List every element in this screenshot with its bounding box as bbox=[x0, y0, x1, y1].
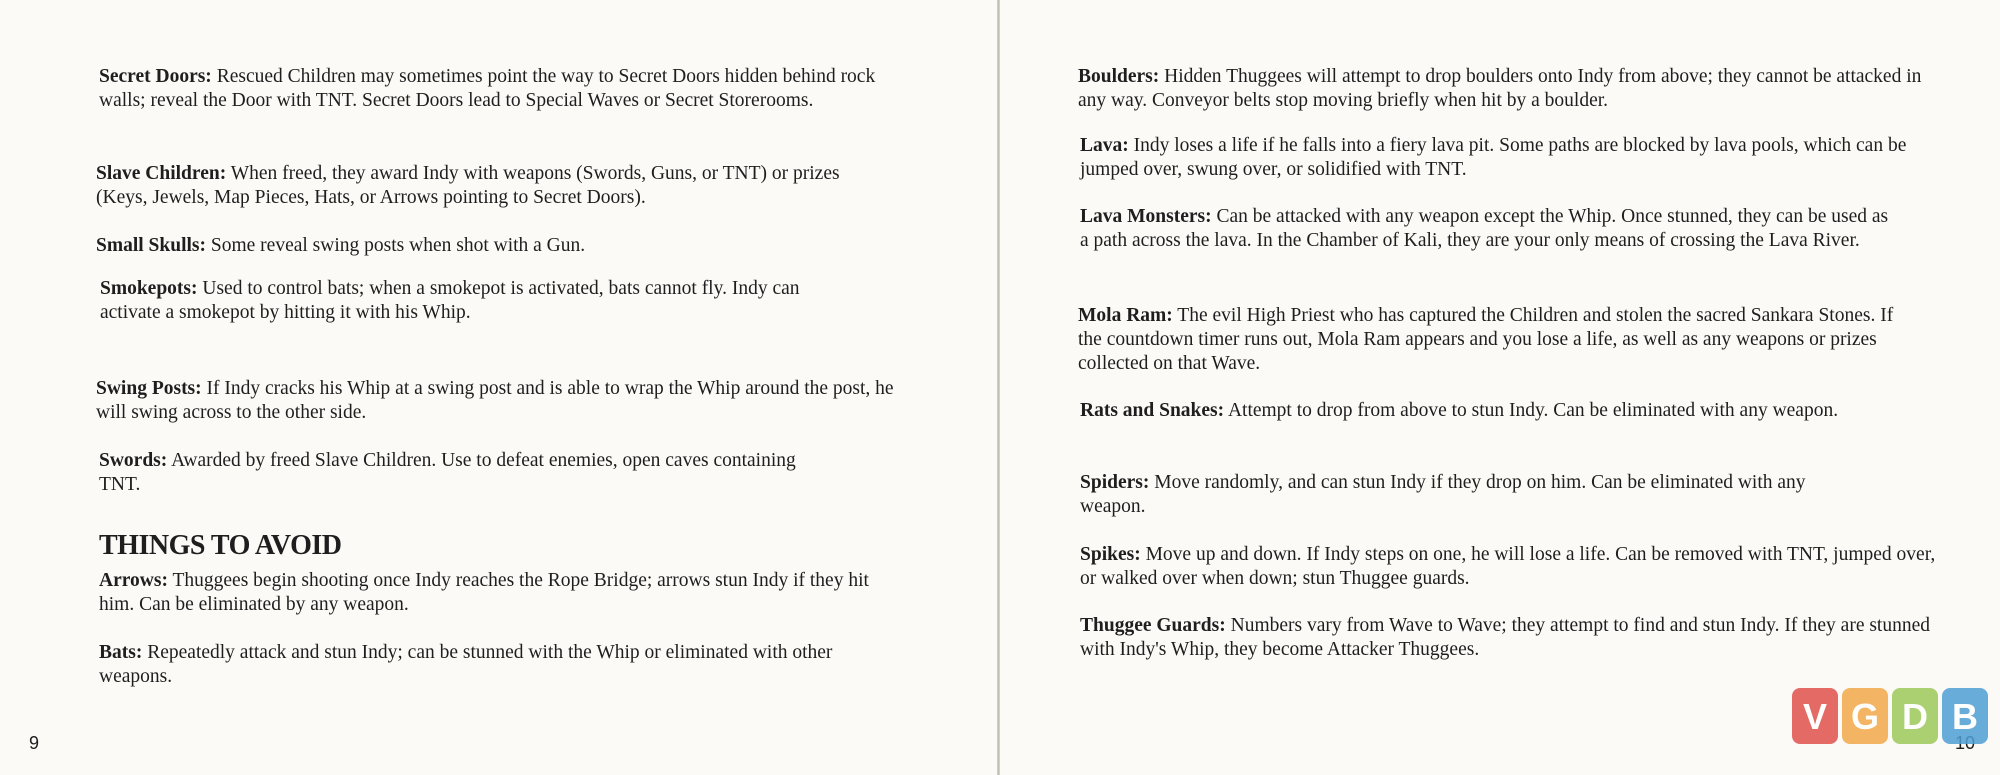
entry-term: Spikes: bbox=[1080, 544, 1141, 565]
entry-text: Can be attacked with any weapon except the Whip. Once stunned, they can be used as a path across the lava. In the Chamber of Kali, they are your only means of crossing the Lava River. bbox=[1080, 206, 1889, 251]
entry-term: Slave Children: bbox=[96, 163, 227, 184]
entry-term: Thuggee Guards: bbox=[1080, 615, 1226, 636]
entry-swords bbox=[99, 449, 839, 497]
entry-slave-children bbox=[96, 162, 886, 210]
entry-text: Thuggees begin shooting once Indy reaches the Rope Bridge; arrows stun Indy if they hit him. Can be eliminated by any weapon. bbox=[99, 570, 869, 615]
entry-text: If Indy cracks his Whip at a swing post and is able to wrap the Whip around the post, he will swing across to the other side. bbox=[96, 378, 894, 423]
entry-spikes bbox=[1080, 543, 1940, 591]
entry-term: Secret Doors: bbox=[99, 66, 212, 87]
entry-text: Used to control bats; when a smokepot is activated, bats cannot fly. Indy can activate a smokepot by hitting it with his Whip. bbox=[100, 278, 800, 323]
entry-thuggee-guards bbox=[1080, 614, 1940, 662]
entry-text: Hidden Thuggees will attempt to drop boulders onto Indy from above; they cannot be attacked in any way. Conveyor belts stop moving briefly when hit by a boulder. bbox=[1078, 66, 1922, 111]
entry-text: Move up and down. If Indy steps on one, he will lose a life. Can be removed with TNT, jumped over, or walked over when down; stun Thuggee guards. bbox=[1080, 544, 1936, 589]
right-page bbox=[1000, 0, 2000, 775]
entry-text: Move randomly, and can stun Indy if they drop on him. Can be eliminated with any weapon. bbox=[1080, 472, 1806, 517]
entry-term: Swords: bbox=[99, 450, 168, 471]
entry-bats bbox=[99, 641, 889, 689]
entry-spiders bbox=[1080, 471, 1840, 519]
entry-text: Repeatedly attack and stun Indy; can be stunned with the Whip or eliminated with other weapons. bbox=[99, 642, 833, 687]
watermark-letter: D bbox=[1892, 688, 1938, 744]
entry-text: When freed, they award Indy with weapons (Swords, Guns, or TNT) or prizes (Keys, Jewels, Map Pieces, Hats, or Arrows pointing to Secret Doors). bbox=[96, 163, 840, 208]
watermark-letter: B bbox=[1942, 688, 1988, 744]
entry-term: Rats and Snakes: bbox=[1080, 400, 1225, 421]
entry-term: Smokepots: bbox=[100, 278, 198, 299]
entry-term: Lava Monsters: bbox=[1080, 206, 1212, 227]
entry-lava-monsters bbox=[1080, 205, 1890, 253]
watermark-letter: V bbox=[1792, 688, 1838, 744]
left-page bbox=[0, 0, 998, 775]
entry-lava bbox=[1080, 134, 1940, 182]
entry-swing-posts bbox=[96, 377, 926, 425]
entry-text: Indy loses a life if he falls into a fiery lava pit. Some paths are blocked by lava pools, which can be jumped over, swung over, or solidified with TNT. bbox=[1080, 135, 1907, 180]
watermark-letter: G bbox=[1842, 688, 1888, 744]
entry-arrows bbox=[99, 569, 879, 617]
page-number-left: 9 bbox=[29, 733, 40, 753]
entry-text: Some reveal swing posts when shot with a Gun. bbox=[206, 235, 586, 256]
entry-text: Attempt to drop from above to stun Indy. Can be eliminated with any weapon. bbox=[1224, 400, 1839, 421]
entry-smokepots bbox=[100, 277, 860, 325]
entry-term: Spiders: bbox=[1080, 472, 1150, 493]
entry-rats-and-snakes bbox=[1080, 399, 1840, 423]
entry-text: Rescued Children may sometimes point the way to Secret Doors hidden behind rock walls; reveal the Door with TNT. Secret Doors lead to Special Waves or Secret Storerooms. bbox=[99, 66, 876, 111]
entry-term: Boulders: bbox=[1078, 66, 1160, 87]
entry-term: Arrows: bbox=[99, 570, 168, 591]
vgdb-watermark-logo bbox=[1792, 688, 1992, 744]
entry-secret-doors bbox=[99, 65, 899, 113]
section-title-things-to-avoid: THINGS TO AVOID bbox=[99, 530, 342, 561]
entry-small-skulls bbox=[96, 234, 896, 258]
entry-text: Numbers vary from Wave to Wave; they attempt to find and stun Indy. If they are stunned with Indy's Whip, they become Attacker Thuggees. bbox=[1080, 615, 1931, 660]
entry-term: Mola Ram: bbox=[1078, 305, 1173, 326]
entry-text: The evil High Priest who has captured the Children and stolen the sacred Sankara Stones. If the countdown timer runs out, Mola Ram appears and you lose a life, as well as any weapons or prizes collected on that Wave. bbox=[1078, 305, 1894, 374]
entry-term: Bats: bbox=[99, 642, 143, 663]
entry-term: Lava: bbox=[1080, 135, 1129, 156]
entry-term: Small Skulls: bbox=[96, 235, 207, 256]
entry-term: Swing Posts: bbox=[96, 378, 202, 399]
entry-boulders bbox=[1078, 65, 1928, 113]
entry-mola-ram bbox=[1078, 304, 1898, 376]
entry-text: Awarded by freed Slave Children. Use to defeat enemies, open caves containing TNT. bbox=[99, 450, 796, 495]
